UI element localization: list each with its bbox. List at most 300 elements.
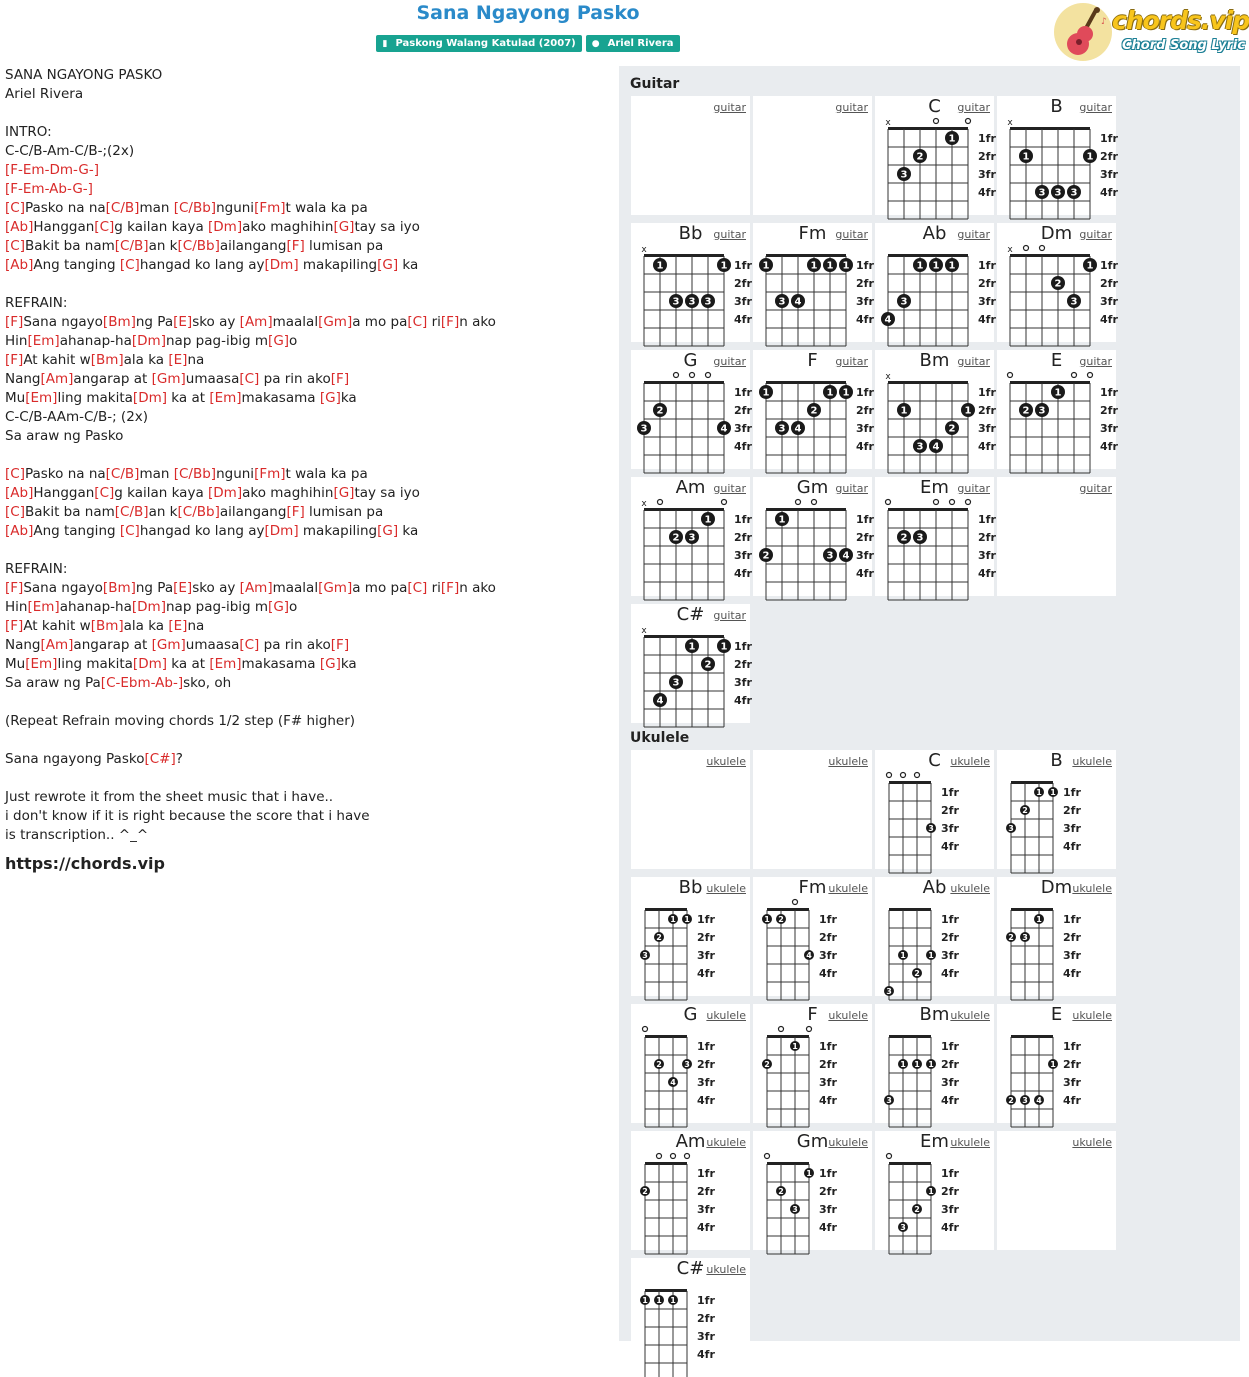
ukulele-chord-link[interactable]: ukulele xyxy=(828,882,868,895)
fret-label: 3fr xyxy=(734,422,752,435)
ukulele-chord-link[interactable]: ukulele xyxy=(706,882,746,895)
ukulele-chord-card[interactable] xyxy=(875,1004,994,1123)
chord-mark[interactable]: [Bm] xyxy=(90,618,124,634)
chord-mark[interactable]: [F-Em-Dm-G-] xyxy=(5,162,99,178)
nut xyxy=(888,127,968,130)
ukulele-chord-link[interactable]: ukulele xyxy=(1072,882,1112,895)
guitar-chord-card[interactable] xyxy=(631,96,750,215)
guitar-chord-card[interactable] xyxy=(875,477,994,596)
ukulele-chord-link[interactable]: ukulele xyxy=(706,1009,746,1022)
lyric-text: man xyxy=(139,200,174,216)
chord-mark[interactable]: [Dm] xyxy=(208,219,243,235)
guitar-section-title: Guitar xyxy=(630,76,680,92)
lyric-text: pa rin ako xyxy=(259,371,331,387)
chord-mark[interactable]: [C/Bb] xyxy=(177,238,220,254)
fret-label: 3fr xyxy=(941,1076,959,1089)
chord-mark[interactable]: [Bm] xyxy=(102,580,136,596)
lyric-line xyxy=(5,769,605,788)
chord-mark[interactable]: [G] xyxy=(268,333,290,349)
chord-mark[interactable]: [Am] xyxy=(40,371,74,387)
lyric-text: is transcription.. ^_^ xyxy=(5,827,149,843)
ukulele-chord-link[interactable]: ukulele xyxy=(950,1136,990,1149)
ukulele-chord-card[interactable] xyxy=(631,1131,750,1250)
chord-name: C xyxy=(928,96,941,117)
fret-label: 4fr xyxy=(978,440,996,453)
nut xyxy=(1011,908,1053,911)
fret-label: 1fr xyxy=(856,513,874,526)
album-badge-label: Paskong Walang Katulad (2007) xyxy=(395,38,576,49)
ukulele-chord-card[interactable] xyxy=(753,750,872,869)
chord-mark[interactable]: [C] xyxy=(5,200,25,216)
open-string-marker xyxy=(807,1027,812,1032)
guitar-chord-link[interactable]: guitar xyxy=(713,355,746,368)
lyric-text: Nang xyxy=(5,637,41,653)
fret-label: 4fr xyxy=(856,440,874,453)
fret-label: 4fr xyxy=(1063,840,1081,853)
guitar-chord-card[interactable] xyxy=(753,477,872,596)
chord-mark[interactable]: [C] xyxy=(407,314,428,330)
fret-label: 3fr xyxy=(941,949,959,962)
chord-mark[interactable]: [Gm] xyxy=(318,314,353,330)
open-string-marker xyxy=(657,1154,662,1159)
chord-diagram xyxy=(997,877,1116,996)
nut xyxy=(1011,781,1053,784)
finger-number: 1 xyxy=(928,1059,934,1069)
lyric-text: ailangang xyxy=(219,504,287,520)
guitar-chord-card[interactable] xyxy=(997,223,1116,342)
fret-label: 4fr xyxy=(978,186,996,199)
finger-number: 1 xyxy=(928,1186,934,1196)
open-string-marker xyxy=(722,500,727,505)
ukulele-chord-card[interactable] xyxy=(631,1258,750,1377)
finger-number: 4 xyxy=(794,296,802,308)
chord-mark[interactable]: [C#] xyxy=(144,751,176,767)
chord-mark[interactable]: [E] xyxy=(168,352,188,368)
guitar-chord-link[interactable]: guitar xyxy=(835,355,868,368)
chord-mark[interactable]: [Gm] xyxy=(151,637,186,653)
lyric-text: ling makita xyxy=(57,390,133,406)
lyric-text: Mu xyxy=(5,656,26,672)
lyric-text: hangad ko lang ay xyxy=(139,257,265,273)
guitar-chord-card[interactable] xyxy=(997,96,1116,215)
ukulele-chord-card[interactable] xyxy=(631,750,750,869)
chord-mark[interactable]: [C/B] xyxy=(114,238,149,254)
finger-number: 4 xyxy=(932,441,940,453)
lyric-text: Nang xyxy=(5,371,41,387)
ukulele-chord-card[interactable] xyxy=(997,1004,1116,1123)
chord-mark[interactable]: [Dm] xyxy=(264,523,299,539)
guitar-chord-card[interactable] xyxy=(875,223,994,342)
lyric-text: ahanap-ha xyxy=(59,599,132,615)
finger-number: 3 xyxy=(640,423,648,435)
guitar-chord-card[interactable] xyxy=(997,477,1116,596)
lyric-text: nguni xyxy=(216,200,255,216)
lyric-text: ailangang xyxy=(219,238,287,254)
lyric-line xyxy=(5,731,605,750)
chord-mark[interactable]: [Dm] xyxy=(132,390,168,406)
chord-mark[interactable]: [Bm] xyxy=(90,352,124,368)
chord-mark[interactable]: [F] xyxy=(5,352,24,368)
lyric-text: an k xyxy=(148,504,178,520)
ukulele-chord-card[interactable] xyxy=(631,877,750,996)
guitar-chord-link[interactable]: guitar xyxy=(1079,228,1112,241)
fret-label: 4fr xyxy=(697,1094,715,1107)
guitar-chord-link[interactable]: guitar xyxy=(1079,101,1112,114)
chord-mark[interactable]: [Dm] xyxy=(208,485,243,501)
chord-mark[interactable]: [Gm] xyxy=(318,580,353,596)
guitar-chord-link[interactable]: guitar xyxy=(713,609,746,622)
site-logo[interactable] xyxy=(1054,2,1249,62)
chord-name: Em xyxy=(920,477,949,498)
chord-mark[interactable]: [Dm] xyxy=(131,599,166,615)
chord-mark[interactable]: [F] xyxy=(5,580,24,596)
chord-mark[interactable]: [Em] xyxy=(25,656,58,672)
chord-mark[interactable]: [F] xyxy=(440,314,460,330)
fret-label: 1fr xyxy=(734,386,752,399)
fret-label: 3fr xyxy=(1063,822,1081,835)
chord-mark[interactable]: [Ab] xyxy=(5,219,34,235)
guitar-chord-link[interactable]: guitar xyxy=(835,228,868,241)
lyric-line xyxy=(5,674,605,693)
ukulele-chord-card[interactable] xyxy=(997,877,1116,996)
fret-label: 1fr xyxy=(978,513,996,526)
open-string-marker xyxy=(901,773,906,778)
ukulele-chord-link[interactable]: ukulele xyxy=(706,755,746,768)
fret-label: 2fr xyxy=(978,277,996,290)
chord-mark[interactable]: [F] xyxy=(330,637,350,653)
lyric-text: REFRAIN: xyxy=(5,295,68,311)
guitar-chord-card[interactable] xyxy=(753,350,872,469)
open-string-marker xyxy=(915,773,920,778)
chord-name: Gm xyxy=(796,1131,829,1152)
lyric-line xyxy=(5,142,605,161)
lyric-text: sko, oh xyxy=(183,675,232,691)
ukulele-chord-link[interactable]: ukulele xyxy=(706,1263,746,1276)
fret-label: 2fr xyxy=(856,531,874,544)
chord-mark[interactable]: [Dm] xyxy=(131,333,166,349)
chord-name: Ab xyxy=(922,223,947,244)
chord-mark[interactable]: [Ab] xyxy=(5,257,34,273)
finger-number: 2 xyxy=(656,1059,662,1069)
ukulele-chord-card[interactable] xyxy=(875,750,994,869)
guitar-chord-link[interactable]: guitar xyxy=(713,228,746,241)
chord-mark[interactable]: [C] xyxy=(119,257,140,273)
chord-mark[interactable]: [Ab] xyxy=(5,485,34,501)
lyric-line xyxy=(5,218,605,237)
lyrics-block xyxy=(5,66,605,875)
fret-label: 2fr xyxy=(697,931,715,944)
guitar-chord-card[interactable] xyxy=(631,604,750,723)
lyric-text: INTRO: xyxy=(5,124,52,140)
fret-label: 4fr xyxy=(819,1094,837,1107)
guitar-chord-card[interactable] xyxy=(875,96,994,215)
lyric-text: Ang tanging xyxy=(33,257,120,273)
chord-name: C# xyxy=(676,604,705,625)
ukulele-chord-card[interactable] xyxy=(875,877,994,996)
lyric-text: nap pag-ibig m xyxy=(165,333,269,349)
lyric-text: SANA NGAYONG PASKO xyxy=(5,67,163,83)
lyric-text: ahanap-ha xyxy=(59,333,132,349)
chord-mark[interactable]: [Am] xyxy=(40,637,74,653)
album-badge[interactable] xyxy=(376,35,581,52)
lyric-line xyxy=(5,161,605,180)
guitar-chord-card[interactable] xyxy=(631,223,750,342)
open-string-marker xyxy=(658,500,663,505)
finger-number: 2 xyxy=(656,932,662,942)
lyric-line xyxy=(5,446,605,465)
ukulele-chord-link[interactable]: ukulele xyxy=(828,1136,868,1149)
chord-mark[interactable]: [G] xyxy=(333,485,355,501)
chord-mark[interactable]: [C] xyxy=(5,238,25,254)
chord-mark[interactable]: [C] xyxy=(239,637,260,653)
chord-mark[interactable]: [F] xyxy=(286,238,305,254)
guitar-chord-card[interactable] xyxy=(997,350,1116,469)
guitar-chord-card[interactable] xyxy=(631,350,750,469)
nut xyxy=(644,635,724,638)
chord-mark[interactable]: [C/Bb] xyxy=(177,504,220,520)
ukulele-chord-card[interactable] xyxy=(997,750,1116,869)
fret-label: 1fr xyxy=(1063,786,1081,799)
chord-mark[interactable]: [C] xyxy=(94,485,115,501)
open-string-marker xyxy=(643,1027,648,1032)
user-icon: ● xyxy=(591,39,600,49)
chord-mark[interactable]: [F] xyxy=(330,371,350,387)
chord-mark[interactable]: [F-Em-Ab-G-] xyxy=(5,181,93,197)
nut xyxy=(645,1162,687,1165)
finger-number: 1 xyxy=(656,1295,662,1305)
ukulele-chord-link[interactable]: ukulele xyxy=(950,882,990,895)
guitar-chord-card[interactable] xyxy=(753,96,872,215)
finger-number: 2 xyxy=(914,968,920,978)
chord-mark[interactable]: [G] xyxy=(268,599,290,615)
fret-label: 2fr xyxy=(978,150,996,163)
lyric-line xyxy=(5,560,605,579)
open-string-marker xyxy=(966,500,971,505)
chord-mark[interactable]: [Em] xyxy=(27,333,60,349)
fret-label: 4fr xyxy=(978,567,996,580)
site-link[interactable]: https://chords.vip xyxy=(5,854,165,873)
ukulele-chord-link[interactable]: ukulele xyxy=(1072,755,1112,768)
ukulele-chord-card[interactable] xyxy=(753,1004,872,1123)
chord-mark[interactable]: [C/B] xyxy=(105,466,140,482)
finger-number: 3 xyxy=(672,677,680,689)
chord-mark[interactable]: [Am] xyxy=(239,314,273,330)
chord-mark[interactable]: [G] xyxy=(319,656,341,672)
lyric-text: Hin xyxy=(5,333,28,349)
guitar-chord-link[interactable]: guitar xyxy=(713,482,746,495)
chord-diagram xyxy=(753,223,872,342)
lyric-line xyxy=(5,332,605,351)
open-string-marker xyxy=(706,373,711,378)
fret-label: 2fr xyxy=(856,404,874,417)
finger-number: 3 xyxy=(1008,823,1014,833)
lyric-text: lumisan pa xyxy=(304,238,384,254)
lyric-lines xyxy=(5,66,605,845)
chord-mark[interactable]: [G] xyxy=(333,219,355,235)
lyric-text: makapiling xyxy=(298,257,378,273)
fret-label: 1fr xyxy=(978,132,996,145)
ukulele-chord-link[interactable]: ukulele xyxy=(1072,1136,1112,1149)
ukulele-chord-link[interactable]: ukulele xyxy=(828,1009,868,1022)
ukulele-chord-link[interactable]: ukulele xyxy=(950,755,990,768)
finger-number: 3 xyxy=(684,1059,690,1069)
chord-mark[interactable]: [C] xyxy=(5,466,25,482)
chord-mark[interactable]: [Fm] xyxy=(254,466,286,482)
chord-mark[interactable]: [C/B] xyxy=(105,200,140,216)
ukulele-chord-link[interactable]: ukulele xyxy=(706,1136,746,1149)
lyric-text: lumisan pa xyxy=(304,504,384,520)
logo-text: chords.vip xyxy=(1112,6,1249,35)
fret-label: 4fr xyxy=(734,440,752,453)
chord-mark[interactable]: [Fm] xyxy=(254,200,286,216)
guitar-chord-link[interactable]: guitar xyxy=(957,101,990,114)
chord-mark[interactable]: [C] xyxy=(94,219,115,235)
lyric-text: ka at xyxy=(167,390,210,406)
chord-mark[interactable]: [Dm] xyxy=(264,257,299,273)
lyric-text: At kahit w xyxy=(23,618,91,634)
ukulele-chord-card[interactable] xyxy=(997,1131,1116,1250)
chord-mark[interactable]: [Dm] xyxy=(132,656,168,672)
finger-number: 3 xyxy=(900,169,908,181)
ukulele-chord-link[interactable]: ukulele xyxy=(828,755,868,768)
lyric-line xyxy=(5,370,605,389)
chord-mark[interactable]: [C-Ebm-Ab-] xyxy=(100,675,184,691)
chord-mark[interactable]: [Am] xyxy=(239,580,273,596)
chord-diagram xyxy=(997,750,1116,869)
finger-number: 2 xyxy=(1022,805,1028,815)
chord-mark[interactable]: [Em] xyxy=(209,656,242,672)
lyric-line xyxy=(5,712,605,731)
lyric-text: ala ka xyxy=(123,352,169,368)
chord-mark[interactable]: [Gm] xyxy=(151,371,186,387)
fret-label: 1fr xyxy=(697,1167,715,1180)
guitar-chord-link[interactable]: guitar xyxy=(835,101,868,114)
chord-mark[interactable]: [C] xyxy=(239,371,260,387)
chord-mark[interactable]: [F] xyxy=(5,618,24,634)
chord-diagram xyxy=(753,1004,872,1123)
fret-label: 2fr xyxy=(697,1185,715,1198)
lyric-text: sko ay xyxy=(192,314,240,330)
chord-mark[interactable]: [Em] xyxy=(209,390,242,406)
guitar-chord-link[interactable]: guitar xyxy=(713,101,746,114)
lyric-text: Mu xyxy=(5,390,26,406)
guitar-chord-link[interactable]: guitar xyxy=(957,355,990,368)
chord-mark[interactable]: [G] xyxy=(319,390,341,406)
finger-number: 3 xyxy=(1054,187,1062,199)
chord-mark[interactable]: [Bm] xyxy=(102,314,136,330)
fret-label: 1fr xyxy=(819,1167,837,1180)
ukulele-chord-card[interactable] xyxy=(753,1131,872,1250)
lyric-text: ako maghihin xyxy=(242,485,334,501)
fret-label: 2fr xyxy=(978,404,996,417)
fret-label: 3fr xyxy=(697,949,715,962)
finger-number: 1 xyxy=(928,950,934,960)
fret-label: 1fr xyxy=(734,513,752,526)
ukulele-chord-card[interactable] xyxy=(875,1131,994,1250)
chord-mark[interactable]: [G] xyxy=(377,523,399,539)
artist-badge[interactable] xyxy=(586,35,680,52)
chord-name: E xyxy=(1050,350,1063,371)
ukulele-chord-card[interactable] xyxy=(631,1004,750,1123)
fret-label: 2fr xyxy=(856,277,874,290)
chord-name: C# xyxy=(676,1258,705,1279)
guitar-chord-link[interactable]: guitar xyxy=(1079,482,1112,495)
chord-mark[interactable]: [Ab] xyxy=(5,523,34,539)
chord-mark[interactable]: [Em] xyxy=(27,599,60,615)
chord-mark[interactable]: [E] xyxy=(173,314,193,330)
finger-number: 1 xyxy=(684,914,690,924)
chord-mark[interactable]: [C] xyxy=(119,523,140,539)
nut xyxy=(1010,381,1090,384)
lyric-text: ? xyxy=(175,751,183,767)
lyric-text: na xyxy=(187,352,205,368)
chord-mark[interactable]: [G] xyxy=(377,257,399,273)
finger-number: 1 xyxy=(670,1295,676,1305)
artist-badge-label: Ariel Rivera xyxy=(607,38,674,49)
finger-number: 1 xyxy=(1050,787,1056,797)
guitar-chord-link[interactable]: guitar xyxy=(957,228,990,241)
finger-number: 1 xyxy=(1036,787,1042,797)
finger-number: 2 xyxy=(778,1186,784,1196)
chord-mark[interactable]: [C] xyxy=(407,580,428,596)
chord-mark[interactable]: [C/Bb] xyxy=(173,200,217,216)
logo-subtitle: Chord Song Lyric xyxy=(1122,38,1246,53)
finger-number: 2 xyxy=(916,151,924,163)
chord-mark[interactable]: [E] xyxy=(173,580,193,596)
chord-mark[interactable]: [C/Bb] xyxy=(173,466,217,482)
lyric-text: g kailan kaya xyxy=(114,485,209,501)
chord-name: E xyxy=(1050,1004,1063,1025)
guitar-chord-card[interactable] xyxy=(753,223,872,342)
lyric-line xyxy=(5,579,605,598)
chord-mark[interactable]: [F] xyxy=(5,314,24,330)
chord-mark[interactable]: [E] xyxy=(168,618,188,634)
lyric-line xyxy=(5,750,605,769)
ukulele-chord-link[interactable]: ukulele xyxy=(950,1009,990,1022)
finger-number: 1 xyxy=(948,133,956,145)
chord-diagram xyxy=(875,477,994,596)
ukulele-chord-card[interactable] xyxy=(753,877,872,996)
chord-mark[interactable]: [C] xyxy=(5,504,25,520)
finger-number: 3 xyxy=(826,550,834,562)
fret-label: 4fr xyxy=(941,967,959,980)
chord-mark[interactable]: [Em] xyxy=(25,390,58,406)
lyric-text: ka at xyxy=(167,656,210,672)
finger-number: 2 xyxy=(778,914,784,924)
guitar-chord-link[interactable]: guitar xyxy=(835,482,868,495)
finger-number: 3 xyxy=(1022,1095,1028,1105)
finger-number: 3 xyxy=(900,1222,906,1232)
fret-label: 4fr xyxy=(734,313,752,326)
chord-mark[interactable]: [F] xyxy=(286,504,305,520)
song-title[interactable]: Sana Ngayong Pasko xyxy=(416,2,640,24)
chord-diagram xyxy=(875,877,994,996)
guitar-chord-link[interactable]: guitar xyxy=(1079,355,1112,368)
fret-label: 1fr xyxy=(1100,259,1118,272)
guitar-chord-card[interactable] xyxy=(875,350,994,469)
muted-string-marker: x xyxy=(885,118,891,128)
fret-label: 3fr xyxy=(978,295,996,308)
lyric-text: o xyxy=(289,599,298,615)
guitar-chord-link[interactable]: guitar xyxy=(957,482,990,495)
finger-number: 1 xyxy=(810,260,818,272)
guitar-chord-card[interactable] xyxy=(631,477,750,596)
fret-label: 3fr xyxy=(697,1076,715,1089)
ukulele-chord-link[interactable]: ukulele xyxy=(1072,1009,1112,1022)
chord-mark[interactable]: [C/B] xyxy=(114,504,149,520)
header xyxy=(0,0,1249,64)
chord-mark[interactable]: [F] xyxy=(440,580,460,596)
